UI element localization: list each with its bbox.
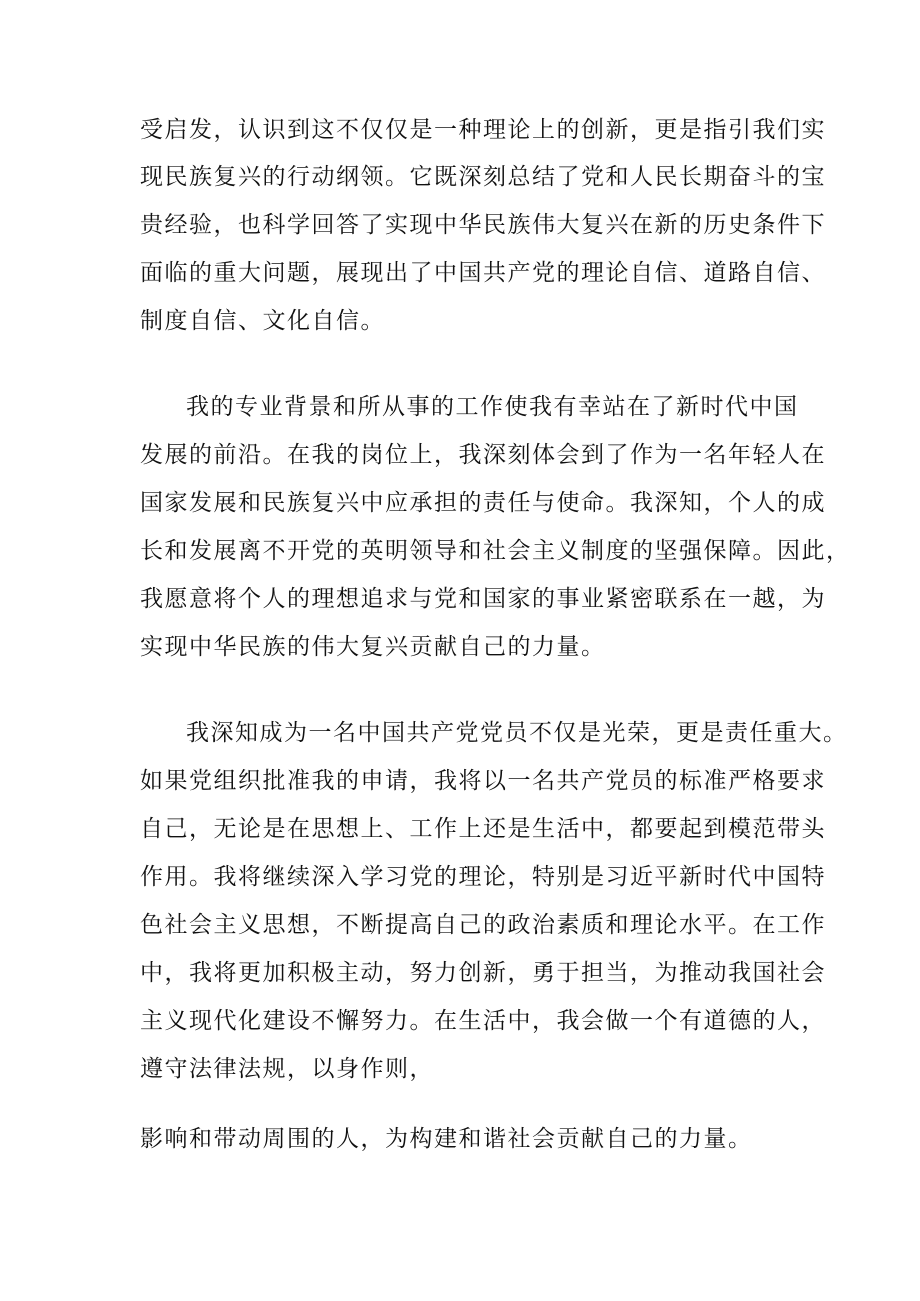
- paragraph-line: 发展的前沿。在我的岗位上，我深刻体会到了作为一名年轻人在: [140, 442, 826, 468]
- paragraph-line: 作用。我将继续深入学习党的理论，特别是习近平新时代中国特: [140, 864, 826, 890]
- paragraph-line: 色社会主义思想，不断提高自己的政治素质和理论水平。在工作: [140, 912, 826, 938]
- paragraph-line: 遵守法律法规，以身作则，: [140, 1056, 434, 1082]
- paragraph-line: 自己，无论是在思想上、工作上还是生活中，都要起到模范带头: [140, 816, 826, 842]
- paragraph-line: 我深知成为一名中国共产党党员不仅是光荣，更是责任重大。: [186, 720, 848, 746]
- paragraph-line: 我愿意将个人的理想追求与党和国家的事业紧密联系在一越，为: [140, 586, 826, 612]
- paragraph-line: 制度自信、文化自信。: [140, 308, 385, 334]
- paragraph-line: 贵经验，也科学回答了实现中华民族伟大复兴在新的历史条件下: [140, 212, 826, 238]
- paragraph-line: 主义现代化建设不懈努力。在生活中，我会做一个有道德的人，: [140, 1008, 826, 1034]
- paragraph-line: 国家发展和民族复兴中应承担的责任与使命。我深知，个人的成: [140, 490, 826, 516]
- paragraph-line: 实现中华民族的伟大复兴贡献自己的力量。: [140, 634, 606, 660]
- paragraph-line: 面临的重大问题，展现出了中国共产党的理论自信、道路自信、: [140, 260, 826, 286]
- paragraph-line: 如果党组织批准我的申请，我将以一名共产党员的标准严格要求: [140, 768, 826, 794]
- paragraph-line: 现民族复兴的行动纲领。它既深刻总结了党和人民长期奋斗的宝: [140, 164, 826, 190]
- paragraph-line: 我的专业背景和所从事的工作使我有幸站在了新时代中国: [186, 394, 799, 420]
- paragraph-line: 影响和带动周围的人，为构建和谐社会贡献自己的力量。: [140, 1126, 753, 1152]
- paragraph-line: 受启发，认识到这不仅仅是一种理论上的创新，更是指引我们实: [140, 117, 826, 143]
- paragraph-line: 中，我将更加积极主动，努力创新，勇于担当，为推动我国社会: [140, 960, 826, 986]
- paragraph-line: 长和发展离不开党的英明领导和社会主义制度的坚强保障。因此，: [140, 538, 851, 564]
